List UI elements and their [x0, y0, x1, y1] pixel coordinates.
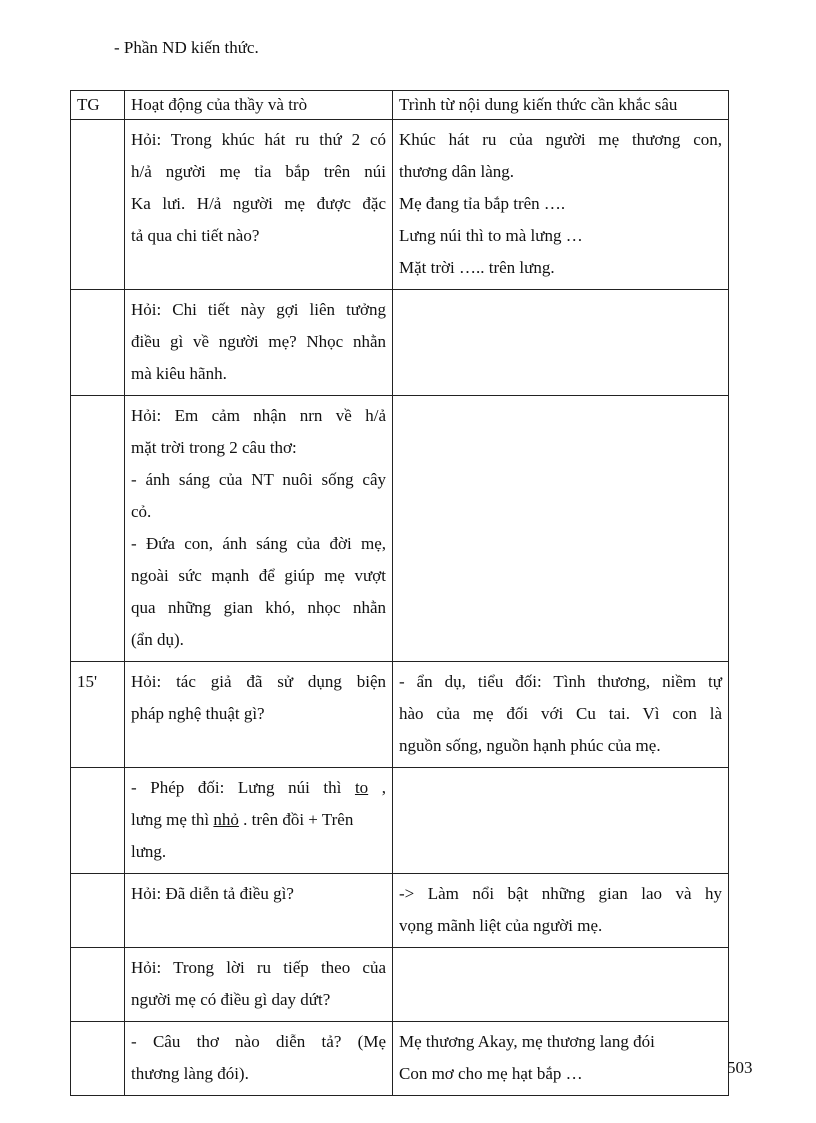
activity-line: lưng. — [131, 842, 167, 861]
intro-text: - Phần ND kiến thức. — [114, 38, 259, 57]
activity-cell — [125, 1022, 393, 1096]
content-line: hào của mẹ đối với Cu tai. Vì con là — [399, 704, 722, 723]
content-line: - ẩn dụ, tiểu đối: Tình thương, niềm tự — [399, 672, 722, 691]
activity-line: Ka lưi. H/ả người mẹ được đặc — [131, 194, 386, 213]
activity-line: cỏ. — [131, 502, 152, 521]
table-row — [71, 396, 729, 662]
activity-cell — [125, 120, 393, 290]
content-line: Mặt trời ….. trên lưng. — [399, 258, 555, 277]
activity-text: - Phép đối: Lưng núi thì — [131, 778, 355, 797]
table-row — [71, 290, 729, 396]
activity-line — [131, 804, 386, 836]
content-line: Con mơ cho mẹ hạt bắp … — [399, 1064, 583, 1083]
page-number: 503 — [727, 1058, 753, 1077]
content-line: -> Làm nổi bật những gian lao và hy — [399, 884, 722, 903]
activity-line: mặt trời trong 2 câu thơ: — [131, 438, 297, 457]
table-header-row — [71, 91, 729, 120]
activity-line: qua những gian khó, nhọc nhằn — [131, 598, 386, 617]
activity-line: thương làng đói). — [131, 1064, 249, 1083]
header-content: Trình từ nội dung kiến thức cần khắc sâu — [393, 91, 729, 120]
content-cell — [393, 948, 729, 1022]
activity-text: , — [368, 778, 387, 797]
activity-line: (ẩn dụ). — [131, 630, 184, 649]
activity-line — [131, 772, 386, 804]
activity-text: lưng mẹ thì — [131, 810, 214, 829]
activity-line: pháp nghệ thuật gì? — [131, 704, 265, 723]
activity-line: Hỏi: Đã diễn tả điều gì? — [131, 884, 294, 903]
content-line: Khúc hát ru của người mẹ thương con, — [399, 130, 722, 149]
table-row — [71, 874, 729, 948]
activity-line: - Đứa con, ánh sáng của đời mẹ, — [131, 534, 386, 553]
content-line: Mẹ đang tỉa bắp trên …. — [399, 194, 566, 213]
content-cell — [393, 874, 729, 948]
content-cell — [393, 1022, 729, 1096]
activity-line: - Câu thơ nào diễn tả? (Mẹ — [131, 1032, 386, 1051]
header-tg: TG — [71, 91, 125, 120]
activity-line: mà kiêu hãnh. — [131, 364, 227, 383]
underlined-word: nhỏ — [213, 810, 239, 829]
activity-line: - ánh sáng của NT nuôi sống cây — [131, 470, 386, 489]
activity-line: ngoài sức mạnh để giúp mẹ vượt — [131, 566, 386, 585]
activity-line: h/ả người mẹ tỉa bắp trên núi — [131, 162, 386, 181]
activity-line: người mẹ có điều gì day dứt? — [131, 990, 331, 1009]
content-line: Lưng núi thì to mà lưng … — [399, 226, 583, 245]
header-activity: Hoạt động của thầy và trò — [125, 91, 393, 120]
activity-line: Hỏi: tác giả đã sử dụng biện — [131, 672, 386, 691]
content-cell — [393, 662, 729, 768]
tg-cell — [71, 948, 125, 1022]
table-row — [71, 768, 729, 874]
activity-cell — [125, 396, 393, 662]
table-row — [71, 948, 729, 1022]
activity-cell — [125, 768, 393, 874]
content-line: nguồn sống, nguồn hạnh phúc của mẹ. — [399, 736, 661, 755]
activity-cell — [125, 662, 393, 768]
table-row — [71, 1022, 729, 1096]
content-cell — [393, 768, 729, 874]
activity-line: điều gì về người mẹ? Nhọc nhằn — [131, 332, 386, 351]
tg-cell — [71, 120, 125, 290]
underlined-word: to — [354, 778, 369, 797]
content-line: Mẹ thương Akay, mẹ thương lang đói — [399, 1032, 655, 1051]
activity-cell — [125, 948, 393, 1022]
tg-cell — [71, 874, 125, 948]
lesson-table — [70, 90, 729, 1096]
tg-cell — [71, 396, 125, 662]
table-row — [71, 120, 729, 290]
tg-cell — [71, 1022, 125, 1096]
activity-line: Hỏi: Trong lời ru tiếp theo của — [131, 958, 386, 977]
content-cell — [393, 290, 729, 396]
activity-line: Hỏi: Chi tiết này gợi liên tưởng — [131, 300, 386, 319]
activity-line: Hỏi: Em cảm nhận nrn về h/ả — [131, 406, 386, 425]
content-cell — [393, 396, 729, 662]
tg-cell — [71, 768, 125, 874]
tg-cell: 15' — [71, 662, 125, 768]
table-row — [71, 662, 729, 768]
activity-line: Hỏi: Trong khúc hát ru thứ 2 có — [131, 130, 386, 149]
activity-line: tả qua chi tiết nào? — [131, 226, 260, 245]
activity-text: . trên đồi + Trên — [238, 810, 354, 829]
content-cell — [393, 120, 729, 290]
content-line: vọng mãnh liệt của người mẹ. — [399, 916, 603, 935]
content-line: thương dân làng. — [399, 162, 514, 181]
activity-cell — [125, 290, 393, 396]
activity-cell — [125, 874, 393, 948]
tg-cell — [71, 290, 125, 396]
